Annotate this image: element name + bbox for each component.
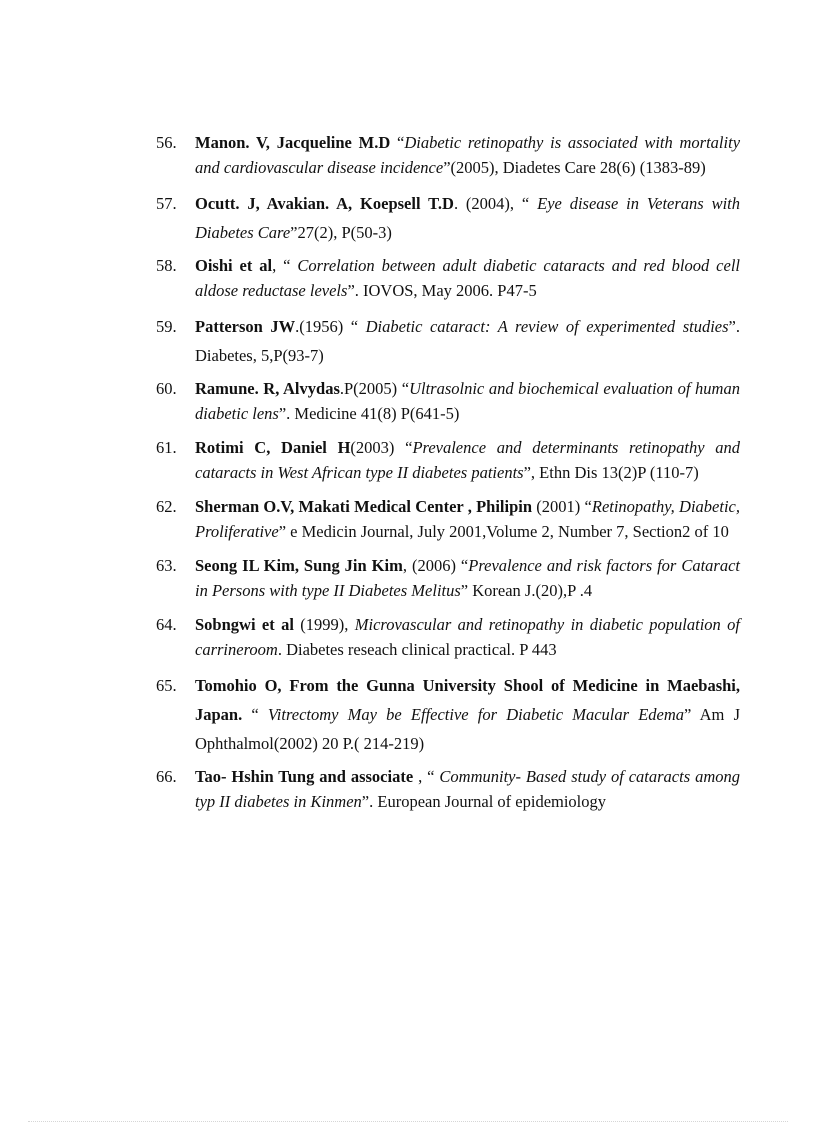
reference-number: 62.: [156, 497, 177, 516]
reference-title: Diabetic cataract: A review of experimented studies: [365, 317, 729, 336]
reference-pre: (2003) “: [350, 438, 413, 457]
reference-source: ”(2005), Diadetes Care 28(6) (1383-89): [443, 158, 706, 177]
reference-number: 63.: [156, 556, 177, 575]
reference-pre: , “: [413, 767, 440, 786]
reference-title: Eye disease in Veterans with Diabetes Care: [195, 194, 740, 242]
reference-item: [152, 435, 740, 485]
reference-authors: Oishi et al: [195, 256, 273, 275]
reference-item: [152, 671, 740, 758]
reference-pre: “: [242, 705, 268, 724]
reference-authors: Seong IL Kim, Sung Jin Kim: [195, 556, 403, 575]
reference-title: Correlation between adult diabetic cataracts and red blood cell aldose reductase levels: [195, 256, 740, 300]
reference-pre: . (2004), “: [453, 194, 538, 213]
reference-authors: Ocutt. J, Avakian. A, Koepsell T.D: [195, 194, 454, 213]
reference-number: 66.: [156, 767, 177, 786]
reference-title: Prevalence and risk factors for Cataract in Persons with type II Diabetes Melitus: [195, 556, 740, 600]
reference-pre: , (2006) “: [402, 556, 469, 575]
reference-source: ” Korean J.(20),P .4: [460, 581, 593, 600]
reference-source: ”. IOVOS, May 2006. P47-5: [347, 281, 537, 300]
reference-title: Retinopathy, Diabetic, Proliferative: [195, 497, 740, 541]
reference-pre: (2001) “: [532, 497, 592, 516]
reference-number: 56.: [156, 133, 177, 152]
reference-title: Vitrectomy May be Effective for Diabetic Macular Edema: [267, 705, 685, 724]
reference-item: [152, 253, 740, 303]
reference-authors: Tao- Hshin Tung and associate: [195, 767, 414, 786]
reference-source: ”. European Journal of epidemiology: [361, 792, 607, 811]
reference-number: 58.: [156, 256, 177, 275]
page-bottom-divider: [28, 1121, 788, 1122]
reference-pre: , “: [272, 256, 298, 275]
reference-item: [152, 130, 740, 180]
reference-number: 60.: [156, 379, 177, 398]
reference-number: 64.: [156, 615, 177, 634]
reference-pre: .P(2005) “: [339, 379, 410, 398]
reference-authors: Tomohio O, From the Gunna University Shool of Medicine in Maebashi, Japan.: [195, 676, 740, 724]
reference-title: Microvascular and retinopathy in diabetic population of carrineroom: [195, 615, 740, 659]
reference-source: . Diabetes reseach clinical practical. P 443: [277, 640, 557, 659]
reference-authors: Patterson JW: [195, 317, 296, 336]
reference-authors: Manon. V, Jacqueline M.D: [195, 133, 391, 152]
reference-number: 61.: [156, 438, 177, 457]
reference-title: Diabetic retinopathy is associated with mortality and cardiovascular disease incidence: [195, 133, 741, 177]
reference-item: [152, 553, 740, 603]
reference-authors: Sherman O.V, Makati Medical Center , Philipin: [195, 497, 533, 516]
reference-number: 65.: [156, 676, 177, 695]
reference-source: ”. Diabetes, 5,P(93-7): [195, 317, 740, 365]
reference-pre: “: [390, 133, 405, 152]
reference-authors: Sobngwi et al: [195, 615, 294, 634]
reference-item: [152, 494, 740, 544]
reference-pre: (1999),: [293, 615, 355, 634]
reference-title: Ultrasolnic and biochemical evaluation of human diabetic lens: [195, 379, 740, 423]
reference-number: 59.: [156, 317, 177, 336]
reference-item: [152, 612, 740, 662]
reference-item: [152, 189, 740, 247]
reference-title: Community- Based study of cataracts among typ II diabetes in Kinmen: [195, 767, 740, 811]
reference-source: ” Am J Ophthalmol(2002) 20 P.( 214-219): [195, 705, 740, 753]
reference-item: [152, 764, 740, 814]
reference-source: ”27(2), P(50-3): [290, 223, 392, 242]
reference-title: Prevalence and determinants retinopathy and cataracts in West African type II diabetes patients: [195, 438, 740, 482]
reference-authors: Rotimi C, Daniel H: [195, 438, 351, 457]
reference-source: ”, Ethn Dis 13(2)P (110-7): [523, 463, 699, 482]
reference-number: 57.: [156, 194, 177, 213]
reference-item: [152, 312, 740, 370]
reference-pre: .(1956) “: [295, 317, 366, 336]
reference-source: ”. Medicine 41(8) P(641-5): [278, 404, 460, 423]
reference-list: [152, 130, 740, 823]
reference-item: [152, 376, 740, 426]
reference-authors: Ramune. R, Alvydas: [195, 379, 340, 398]
reference-source: ” e Medicin Journal, July 2001,Volume 2, Number 7, Section2 of 10: [278, 522, 729, 541]
